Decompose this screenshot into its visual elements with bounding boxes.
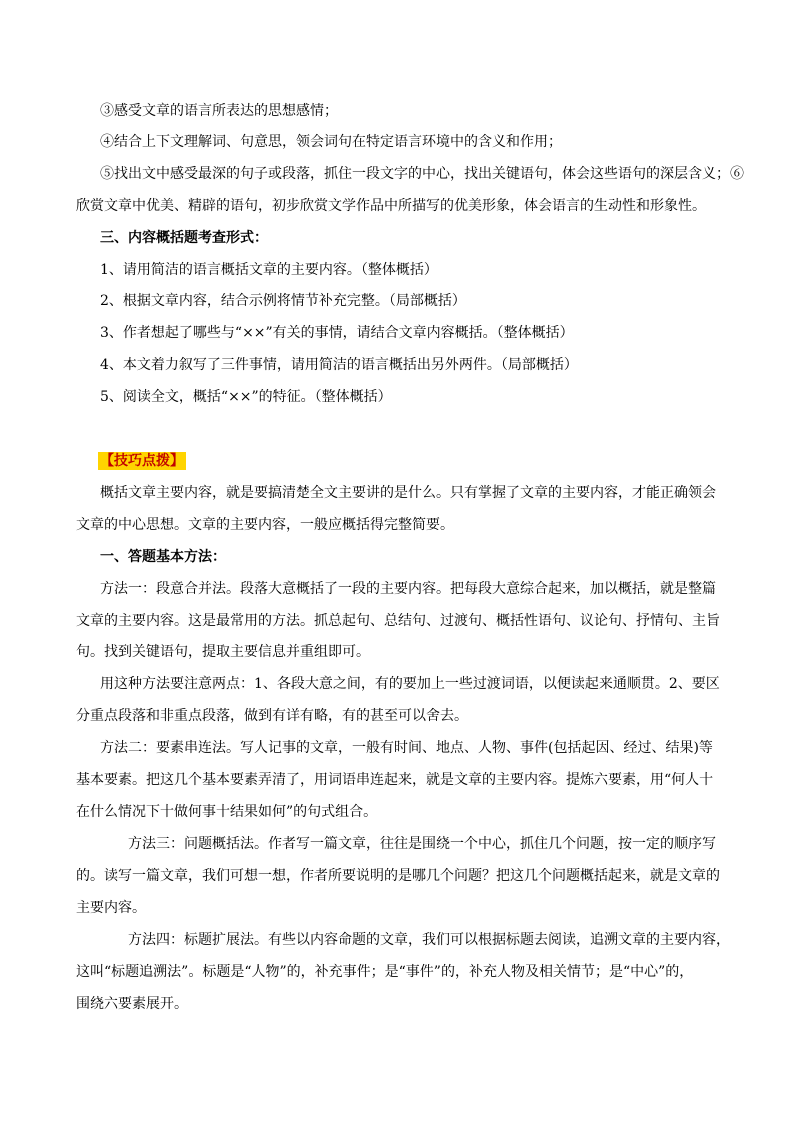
text-line: 在什么情况下十做何事十结果如何”的句式组合。: [76, 804, 378, 820]
text-line: ④结合上下文理解词、句意思，领会词句在特定语言环境中的含义和作用；: [100, 134, 562, 150]
list-item: 1、请用简洁的语言概括文章的主要内容。（整体概括）: [100, 262, 438, 278]
list-item: 3、作者想起了哪些与“××”有关的事情，请结合文章内容概括。（整体概括）: [100, 325, 574, 341]
tip-tag: 【技巧点拨】: [100, 453, 184, 469]
text-line: 文章的中心思想。文章的主要内容，一般应概括得完整简要。: [76, 517, 454, 533]
text-line: ⑤找出文中感受最深的句子或段落，抓住一段文字的中心，找出关键语句，体会这些语句的深层含义；⑥: [100, 166, 744, 182]
list-item: 2、根据文章内容，结合示例将情节补充完整。（局部概括）: [100, 293, 466, 309]
tip-tag-row: [98, 451, 718, 471]
text-line: 句。找到关键语句，提取主要信息并重组即可。: [76, 644, 370, 660]
text-line: 方法二：要素串连法。写人记事的文章，一般有时间、地点、人物、事件(包括起因、经过、结果)等: [100, 740, 713, 756]
list-item: 4、本文着力叙写了三件事情，请用简洁的语言概括出另外两件。（局部概括）: [100, 357, 578, 373]
text-line: 文章的主要内容。这是最常用的方法。抓总起句、总结句、过渡句、概括性语句、议论句、抒情句、主旨: [76, 613, 720, 629]
text-line: 欣赏文章中优美、精辟的语句，初步欣赏文学作品中所描写的优美形象，体会语言的生动性和形象性。: [76, 198, 706, 214]
text-line: 方法四：标题扩展法。有些以内容命题的文章，我们可以根据标题去阅读，追溯文章的主要内容，: [128, 932, 730, 948]
text-line: 的。读写一篇文章，我们可想一想，作者所要说明的是哪几个问题？把这几个问题概括起来，就是文章的: [76, 868, 720, 884]
text-line: 分重点段落和非重点段落，做到有详有略，有的甚至可以舍去。: [76, 708, 468, 724]
text-line: 方法三：问题概括法。作者写一篇文章，往往是围绕一个中心，抓住几个问题，按一定的顺序写: [128, 836, 716, 852]
text-line: 主要内容。: [76, 900, 146, 916]
section-heading: 三、内容概括题考查形式：: [100, 230, 268, 246]
section-heading: 一、答题基本方法：: [100, 549, 226, 565]
text-line: ③感受文章的语言所表达的思想感情；: [100, 103, 338, 119]
list-item: 5、阅读全文，概括“××”的特征。（整体概括）: [100, 389, 392, 405]
text-line: 这叫“标题追溯法”。标题是“人物”的，补充事件；是“事件”的，补充人物及相关情节；是“中心”的，: [76, 964, 694, 980]
text-line: 用这种方法要注意两点：1、各段大意之间，有的要加上一些过渡词语，以便读起来通顺贯。2、要区: [100, 676, 720, 692]
text-line: 概括文章主要内容，就是要搞清楚全文主要讲的是什么。只有掌握了文章的主要内容，才能正确领会: [100, 485, 716, 501]
text-line: 方法一：段意合并法。段落大意概括了一段的主要内容。把每段大意综合起来，加以概括，就是整篇: [100, 581, 716, 597]
text-line: 基本要素。把这几个基本要素弄清了，用词语串连起来，就是文章的主要内容。提炼六要素，用“何人十: [76, 772, 714, 788]
text-line: 围绕六要素展开。: [76, 996, 188, 1012]
